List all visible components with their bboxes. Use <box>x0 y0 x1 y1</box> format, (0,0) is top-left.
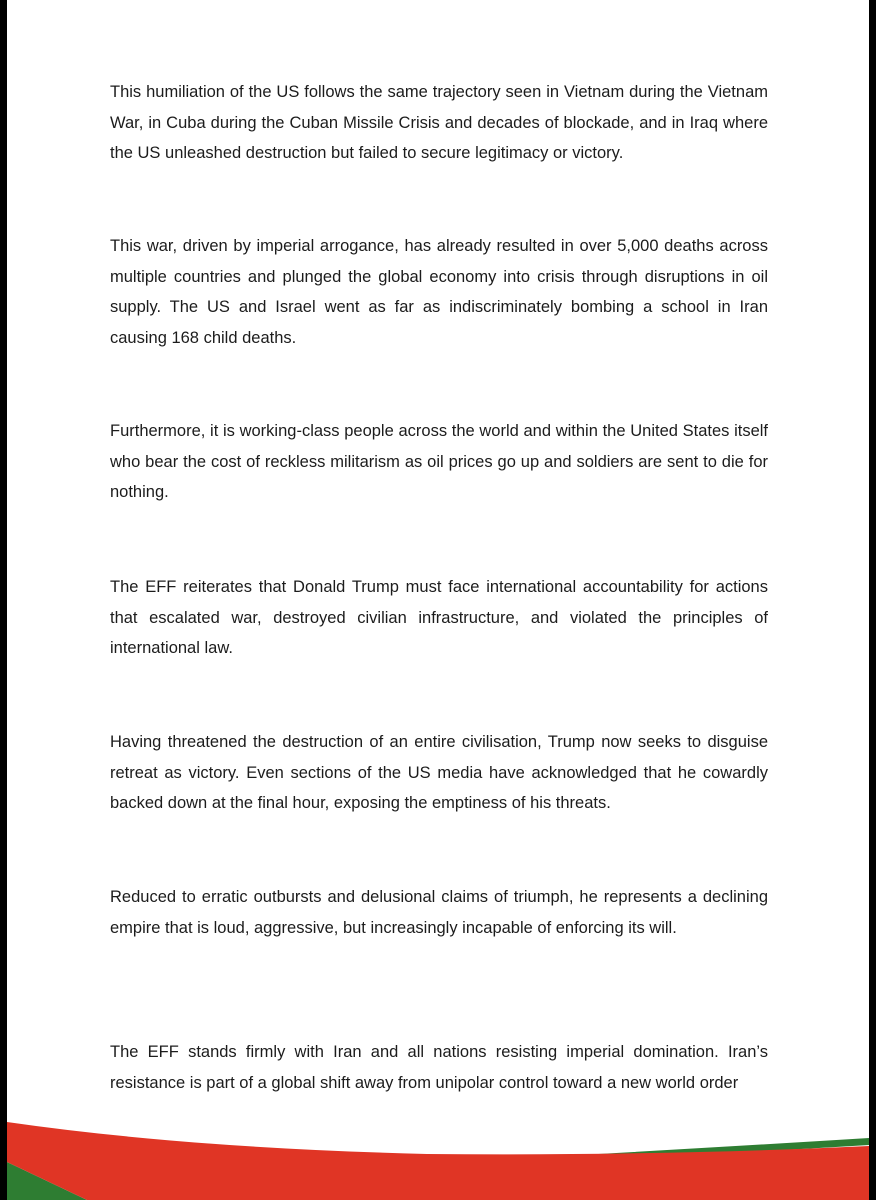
paragraph-1: This humiliation of the US follows the same trajectory seen in Vietnam during the Vietnam War, in Cuba during the Cuban Missile Crisis and decades of blockade, and in Iraq where the US unleashed destruction but failed to secure legitimacy or victory. <box>110 83 768 162</box>
document-page <box>7 0 869 1200</box>
paragraph-4: The EFF reiterates that Donald Trump must face international accountability for actions that escalated war, destroyed civilian infrastructure, and violated the principles of international law. <box>110 578 768 657</box>
paragraph-6: Reduced to erratic outbursts and delusional claims of triumph, he represents a declining empire that is loud, aggressive, but increasingly incapable of enforcing its will. <box>110 888 768 937</box>
footer-red-wave <box>7 1122 869 1200</box>
paragraph-5: Having threatened the destruction of an entire civilisation, Trump now seeks to disguise retreat as victory. Even sections of the US media have acknowledged that he cowardly backed down at the final hour, exposing the emptiness of his threats. <box>110 733 768 812</box>
footer-wave-decoration <box>7 1100 869 1200</box>
paragraph-7: The EFF stands firmly with Iran and all nations resisting imperial domination. Iran’s resistance is part of a global shift away from unipolar control toward a new world order <box>110 1043 768 1092</box>
paragraph-3: Furthermore, it is working-class people across the world and within the United States itself who bear the cost of reckless militarism as oil prices go up and soldiers are sent to die for nothing. <box>110 422 768 501</box>
paragraph-2: This war, driven by imperial arrogance, has already resulted in over 5,000 deaths across multiple countries and plunged the global economy into crisis through disruptions in oil supply. The US and Israel went as far as indiscriminately bombing a school in Iran causing 168 child deaths. <box>110 237 768 347</box>
